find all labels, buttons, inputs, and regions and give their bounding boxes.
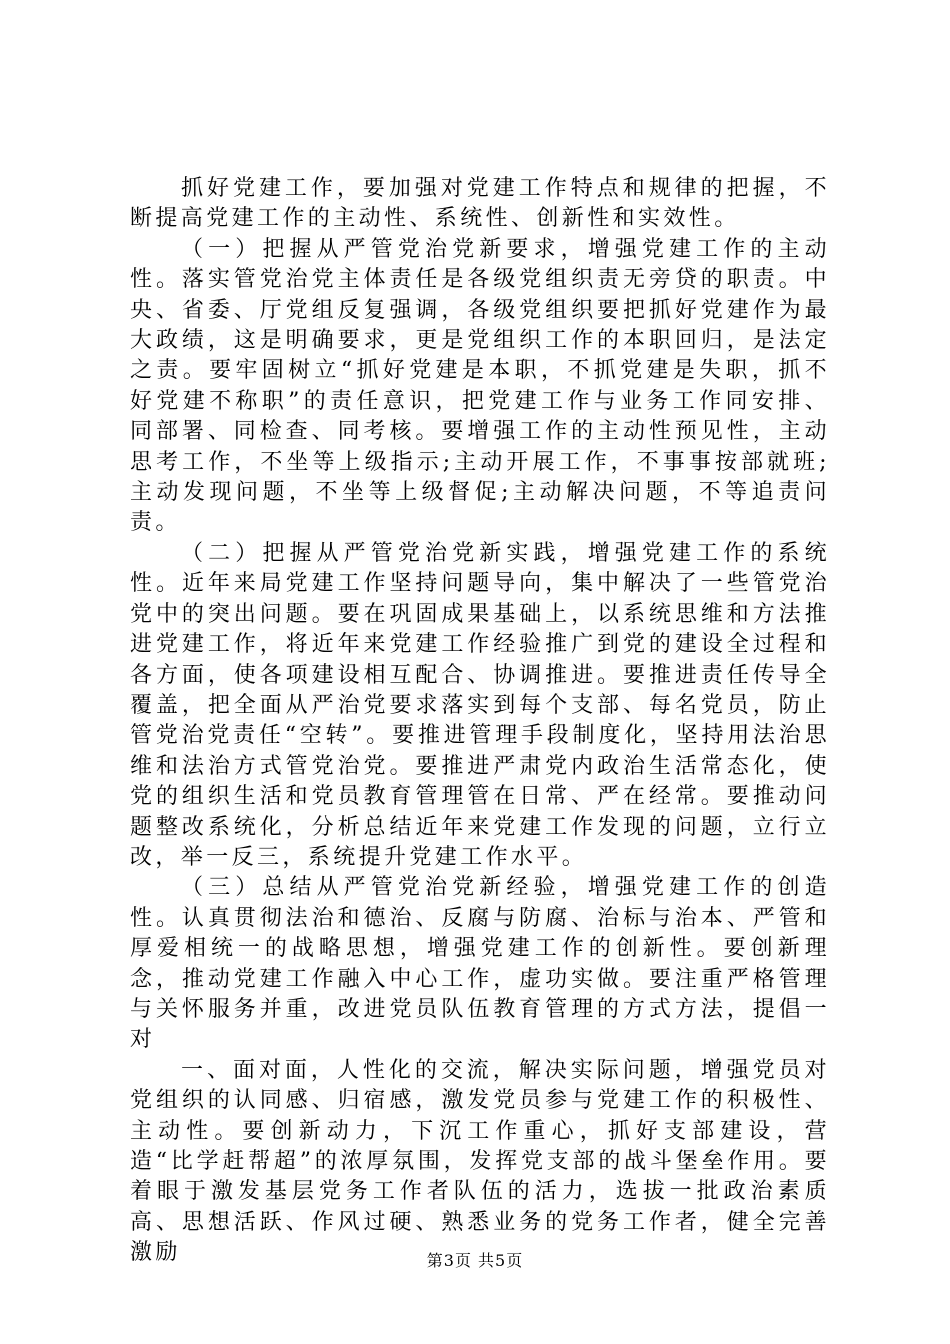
paragraph-continuation: 一、面对面，人性化的交流，解决实际问题，增强党员对党组织的认同感、归宿感，激发党员参与党建工作的积极性、主动性。要创新动力，下沉工作重心，抓好支部建设，营造“比学赶帮超”的浓厚氛围，发挥党支部的战斗堡垒作用。要着眼于激发基层党务工作者队伍的活力，选拔一批政治素质高、思想活跃、作风过硬、熟悉业务的党务工作者，健全完善激励: [130, 1057, 830, 1266]
paragraph-section-two: （二）把握从严管党治党新实践，增强党建工作的系统性。近年来局党建工作坚持问题导向，集中解决了一些管党治党中的突出问题。要在巩固成果基础上，以系统思维和方法推进党建工作，将近年来党建工作经验推广到党的建设全过程和各方面，使各项建设相互配合、协调推进。要推进责任传导全覆盖，把全面从严治党要求落实到每个支部、每名党员，防止管党治党责任“空转”。要推进管理手段制度化，坚持用法治思维和法治方式管党治党。要推进严肃党内政治生活常态化，使党的组织生活和党员教育管理管在日常、严在经常。要推动问题整改系统化，分析总结近年来党建工作发现的问题，立行立改，举一反三，系统提升党建工作水平。: [130, 540, 830, 870]
document-body: [130, 174, 830, 1269]
paragraph-section-three: （三）总结从严管党治党新经验，增强党建工作的创造性。认真贯彻法治和德治、反腐与防腐、治标与治本、严管和厚爱相统一的战略思想，增强党建工作的创新性。要创新理念，推动党建工作融入中心工作，虚功实做。要注重严格管理与关怀服务并重，改进党员队伍教育管理的方式方法，提倡一对: [130, 875, 830, 1053]
page-number-footer: 第3页 共5页: [426, 1251, 524, 1270]
paragraph-section-one: （一）把握从严管党治党新要求，增强党建工作的主动性。落实管党治党主体责任是各级党组织责无旁贷的职责。中央、省委、厅党组反复强调，各级党组织要把抓好党建作为最大政绩，这是明确要求，更是党组织工作的本职回归，是法定之责。要牢固树立“抓好党建是本职，不抓党建是失职，抓不好党建不称职”的责任意识，把党建工作与业务工作同安排、同部署、同检查、同考核。要增强工作的主动性预见性，主动思考工作，不坐等上级指示;主动开展工作，不事事按部就班;主动发现问题，不坐等上级督促;主动解决问题，不等追责问责。: [130, 236, 830, 536]
paragraph-intro: 抓好党建工作，要加强对党建工作特点和规律的把握，不断提高党建工作的主动性、系统性、创新性和实效性。: [130, 176, 830, 232]
